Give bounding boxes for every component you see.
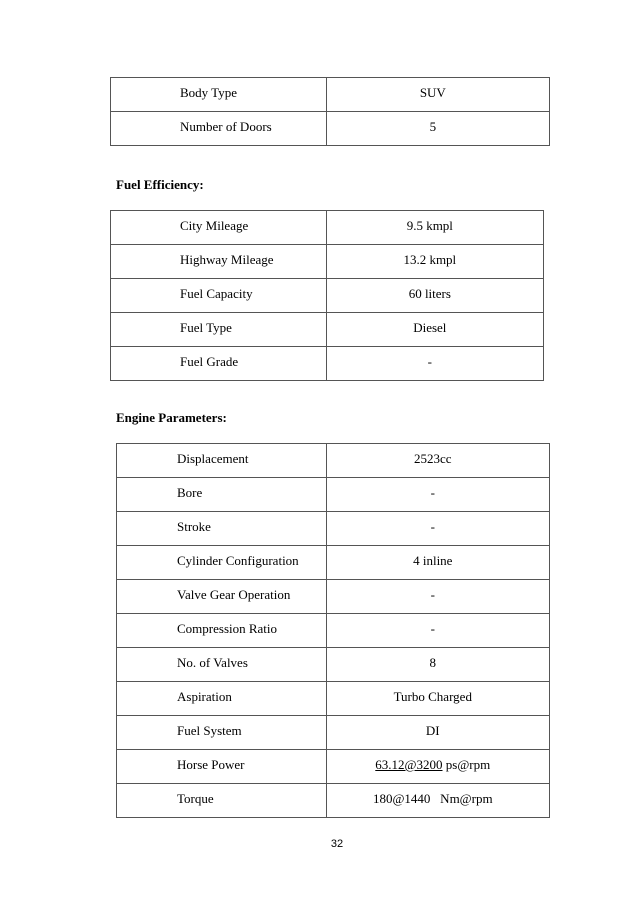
row-value: SUV (419, 85, 446, 100)
table-row (117, 478, 550, 512)
engine-parameters-heading: Engine Parameters: (116, 410, 227, 425)
horse-power-unit: ps@rpm (442, 757, 491, 772)
page-number: 32 (330, 838, 344, 850)
row-value: Turbo Charged (393, 689, 472, 704)
row-value: 4 inline (413, 553, 453, 568)
row-label: Aspiration (177, 689, 232, 704)
fuel-efficiency-table (110, 210, 544, 381)
row-value: - (430, 519, 435, 534)
row-value: - (430, 485, 435, 500)
horse-power-value: 63.12@3200 (375, 757, 443, 772)
row-value: 60 liters (408, 286, 451, 301)
row-value: 180@1440 Nm@rpm (372, 791, 493, 806)
row-value: 2523cc (414, 451, 452, 466)
row-label: Fuel Type (180, 320, 232, 335)
row-value: 13.2 kmpl (403, 252, 457, 267)
table-row (117, 716, 550, 750)
row-label: Fuel Grade (180, 354, 239, 369)
row-label: Compression Ratio (177, 621, 278, 636)
table-row (117, 682, 550, 716)
table-row (117, 512, 550, 546)
row-label: Stroke (177, 519, 211, 534)
vehicle-table (110, 77, 550, 146)
row-value: 5 (429, 119, 437, 134)
row-label: Bore (177, 485, 203, 500)
row-label: Highway Mileage (180, 252, 274, 267)
table-row (117, 784, 550, 818)
table-row (111, 245, 544, 279)
table-row (117, 614, 550, 648)
row-label: Fuel System (177, 723, 242, 738)
row-label: No. of Valves (177, 655, 248, 670)
table-row (117, 750, 550, 784)
fuel-efficiency-heading: Fuel Efficiency: (116, 177, 204, 192)
row-label: Valve Gear Operation (177, 587, 291, 602)
row-label: City Mileage (180, 218, 249, 233)
row-value: - (430, 621, 435, 636)
row-value (327, 750, 549, 773)
row-label: Cylinder Configuration (177, 553, 299, 568)
table-row (111, 78, 550, 112)
row-label: Horse Power (177, 757, 245, 772)
row-value: 8 (429, 655, 437, 670)
table-row (111, 211, 544, 245)
table-row (111, 112, 550, 146)
engine-parameters-table (116, 443, 550, 818)
row-value: - (427, 354, 432, 369)
row-label: Body Type (180, 85, 237, 100)
table-row (111, 347, 544, 381)
row-value: Diesel (413, 320, 447, 335)
table-row (117, 546, 550, 580)
row-value: DI (425, 723, 440, 738)
row-label: Torque (177, 791, 214, 806)
table-row (117, 648, 550, 682)
table-row (111, 313, 544, 347)
table-row (117, 580, 550, 614)
row-value: - (430, 587, 435, 602)
row-label: Displacement (177, 451, 249, 466)
row-label: Number of Doors (180, 119, 272, 134)
table-row (117, 444, 550, 478)
row-value: 9.5 kmpl (406, 218, 453, 233)
table-row (111, 279, 544, 313)
row-label: Fuel Capacity (180, 286, 253, 301)
